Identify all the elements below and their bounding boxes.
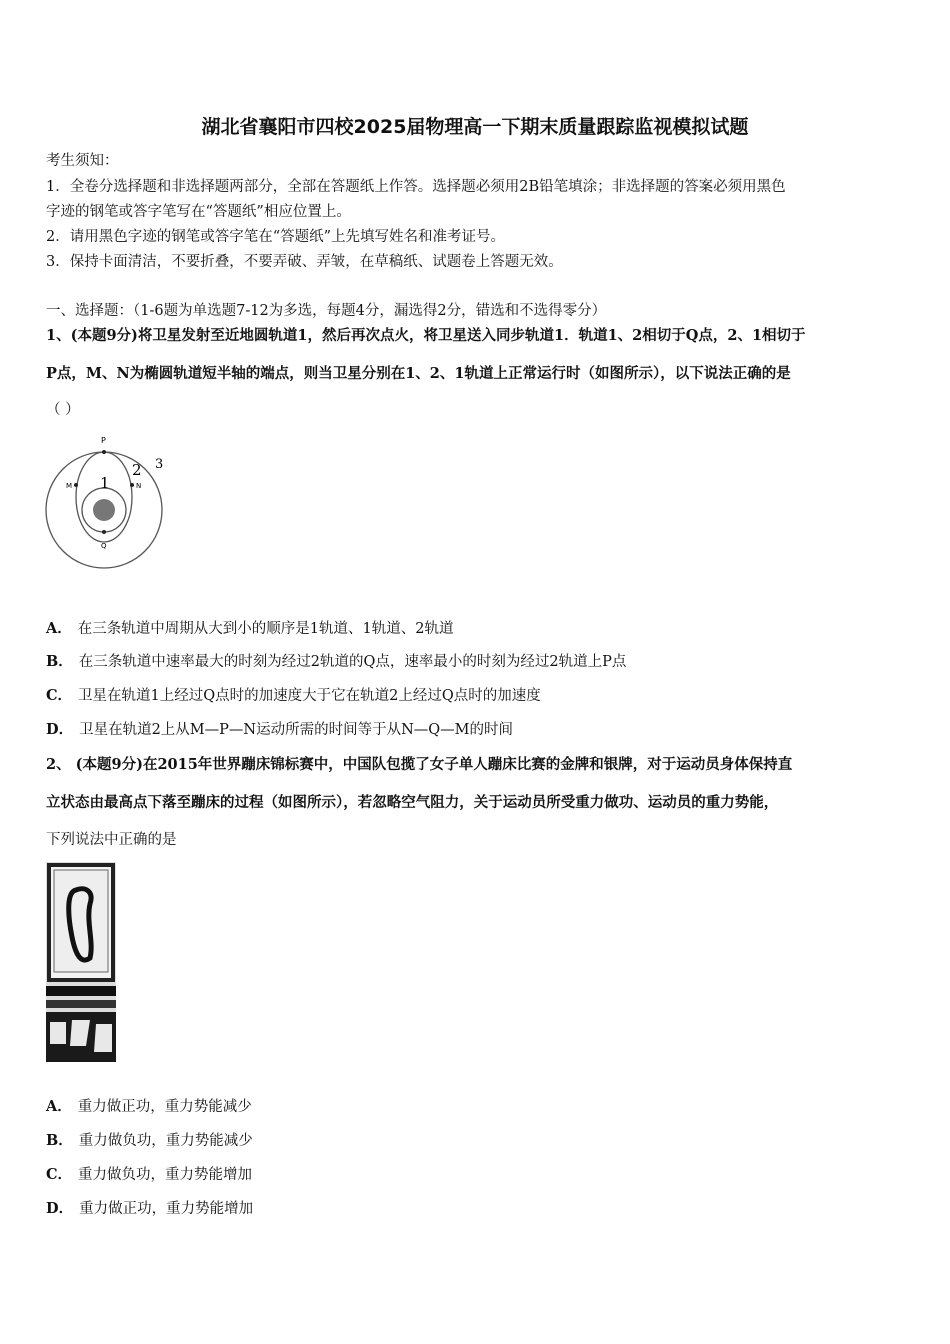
point-q-dot <box>102 530 106 534</box>
orbit-2-ellipse <box>76 452 132 542</box>
label-m: M <box>66 482 73 490</box>
option-label: A． <box>46 1098 72 1115</box>
option-label: B． <box>46 1132 73 1149</box>
q1-option-c <box>46 686 541 706</box>
orbit-diagram <box>44 430 174 572</box>
question-1-stem: 1、(本题9分)将卫星发射至近地圆轨道1，然后再次点火，将卫星送入同步轨道1．轨道1、2相切于Q点，2、1相切于 <box>46 327 806 344</box>
q2-option-c <box>46 1165 252 1185</box>
trampoline-photo <box>46 862 116 1062</box>
option-label: C． <box>46 687 73 704</box>
q1-option-b <box>46 652 626 672</box>
question-2-stem: 下列说法中正确的是 <box>46 832 177 848</box>
label-p: P <box>101 436 106 445</box>
label-orbit-2: 2 <box>132 461 142 479</box>
notice-item: 2．请用黑色字迹的钢笔或答字笔在“答题纸”上先填写姓名和准考证号。 <box>46 229 506 245</box>
q2-option-b <box>46 1131 253 1151</box>
notice-item: 3．保持卡面清洁，不要折叠，不要弄破、弄皱，在草稿纸、试题卷上答题无效。 <box>46 254 563 270</box>
option-label: D． <box>46 721 74 738</box>
page-title: 湖北省襄阳市四校2025届物理高一下期末质量跟踪监视模拟试题 <box>201 116 749 138</box>
q2-option-d <box>46 1199 253 1219</box>
notice-item: 1．全卷分选择题和非选择题两部分，全部在答题纸上作答。选择题必须用2B铅笔填涂；非选择题的答案必须用黑色 <box>46 179 786 195</box>
option-label: C． <box>46 1166 73 1183</box>
earth-icon <box>93 499 115 521</box>
label-orbit-1: 1 <box>100 474 110 492</box>
notice-heading: 考生须知： <box>46 153 119 169</box>
q1-option-d <box>46 720 513 740</box>
option-text: 重力做正功，重力势能增加 <box>79 1201 254 1217</box>
label-orbit-3: 3 <box>155 457 164 472</box>
option-text: 在三条轨道中周期从大到小的顺序是1轨道、1轨道、2轨道 <box>77 621 454 637</box>
label-q: Q <box>101 542 107 550</box>
option-text: 重力做负功，重力势能减少 <box>78 1133 253 1149</box>
question-1-stem: P点，M、N为椭圆轨道短半轴的端点，则当卫星分别在1、2、1轨道上正常运行时（如图所示），以下说法正确的是 <box>46 365 791 382</box>
point-n-dot <box>130 483 134 487</box>
option-text: 重力做负功，重力势能增加 <box>78 1167 253 1183</box>
question-1-blank: （ ） <box>46 402 80 418</box>
option-text: 卫星在轨道1上经过Q点时的加速度大于它在轨道2上经过Q点时的加速度 <box>78 688 541 704</box>
label-n: N <box>136 482 142 490</box>
option-label: A． <box>46 620 72 637</box>
option-label: B． <box>46 653 73 670</box>
section-heading: 一、选择题：（1-6题为单选题7-12为多选，每题4分，漏选得2分，错选和不选得零分） <box>46 303 607 319</box>
notice-item: 字迹的钢笔或答字笔写在“答题纸”相应位置上。 <box>46 204 351 220</box>
option-text: 在三条轨道中速率最大的时刻为经过2轨道的Q点，速率最小的时刻为经过2轨道上P点 <box>78 654 627 670</box>
option-label: D． <box>46 1200 74 1217</box>
q1-option-a <box>46 619 453 639</box>
point-p-dot <box>102 450 106 454</box>
question-2-stem: 2、 (本题9分)在2015年世界蹦床锦标赛中，中国队包揽了女子单人蹦床比赛的金牌和银牌，对于运动员身体保持直 <box>46 756 793 773</box>
question-2-stem: 立状态由最高点下落至蹦床的过程（如图所示），若忽略空气阻力，关于运动员所受重力做功、运动员的重力势能， <box>46 794 779 811</box>
option-text: 卫星在轨道2上从M—P—N运动所需的时间等于从N—Q—M的时间 <box>79 722 514 738</box>
q2-option-a <box>46 1097 252 1117</box>
option-text: 重力做正功，重力势能减少 <box>77 1099 252 1115</box>
point-m-dot <box>74 483 78 487</box>
